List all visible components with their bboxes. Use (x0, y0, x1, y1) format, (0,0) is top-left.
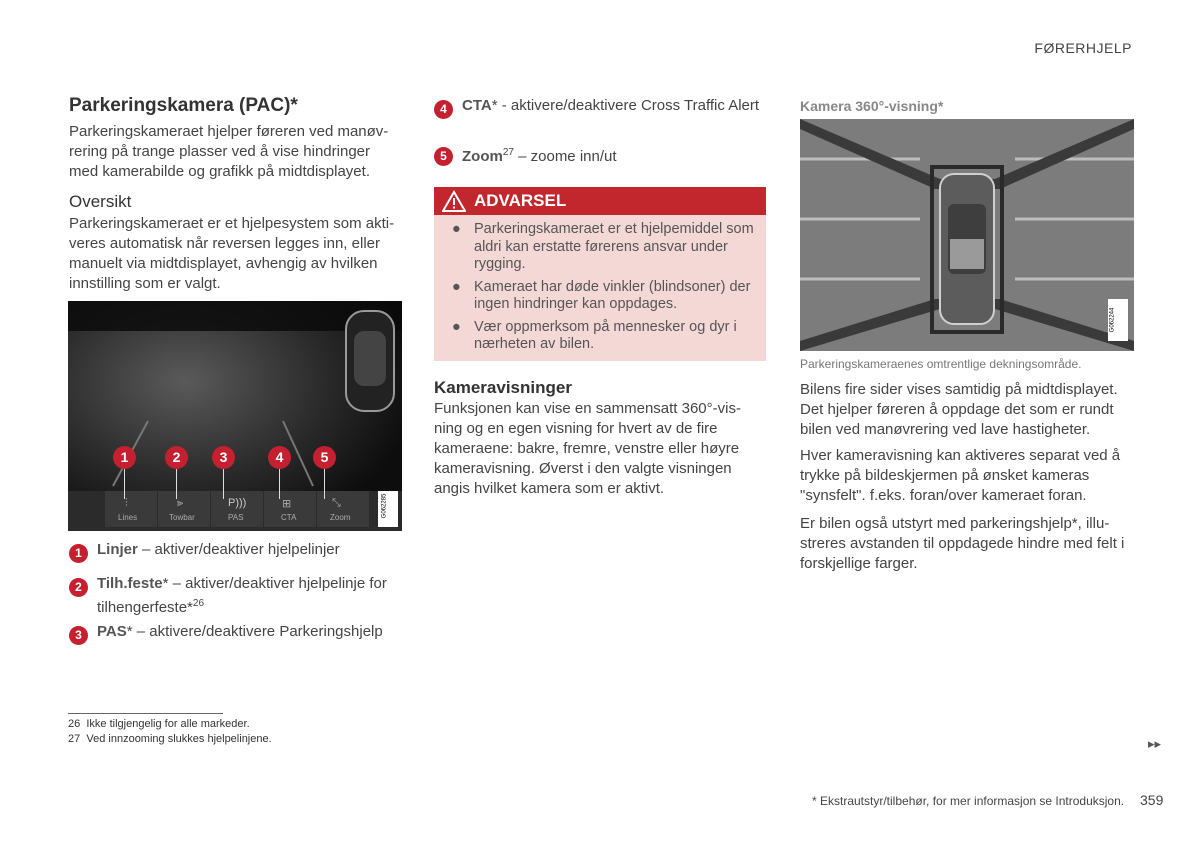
warning-item: ● Kameraet har døde vinkler (blindsoner) der ingen hindringer kan oppdages. (452, 278, 751, 312)
overview-paragraph: Parkeringskameraet er et hjelpesystem som aktiveres automatisk når reversen legges inn, eller manuelt via midtdisplayet, avhengig av hvilken innstilling som er valgt. (69, 215, 395, 292)
callout-badge-2: 2 (165, 446, 188, 469)
warning-header (434, 187, 766, 215)
section-header: FØRERHJELP (1034, 40, 1132, 56)
legend-badge: 4 (434, 100, 453, 119)
camera-360-paragraph-3: Er bilen også utstyrt med parkeringshjelp*, illustreres avstanden til oppdagede hindre med felt i forskjellige farger. (800, 515, 1125, 572)
warning-box (434, 187, 766, 361)
image-caption: Parkeringskameraenes omtrentlige dekningsområde. (800, 357, 1082, 371)
toolbar-label-zoom: Zoom (330, 513, 351, 522)
intro-paragraph: Parkeringskameraet hjelper føreren ved manøvrering på trange plasser ved å vise hindringer med kamerabilde og grafikk på midtdisplayet. (69, 123, 389, 180)
legend-desc: - aktivere/deaktivere Cross Traffic Alert (497, 97, 760, 114)
image-code: G062285 (381, 493, 388, 519)
image-code: G062244 (1109, 307, 1116, 333)
camera-360-paragraph-2: Hver kameravisning kan aktiveres separat ved å trykke på bildeskjermen på ønsket kameras "synsfelt". f.eks. foran/over kameraet foran. (800, 447, 1121, 504)
views-heading: Kameravisninger (434, 378, 572, 397)
camera-360-heading: Kamera 360°-visning* (800, 98, 944, 114)
warning-title: ADVARSEL (474, 191, 567, 210)
callout-badge-4: 4 (268, 446, 291, 469)
toolbar-label-lines: Lines (118, 513, 138, 522)
legend-desc: – aktiver/deaktiver hjelpelinje for tilhengerfeste* (97, 575, 387, 616)
legend-desc: – zoome inn/ut (513, 148, 617, 165)
camera-360-image (800, 119, 1134, 351)
callout-badge-3: 3 (212, 446, 235, 469)
footnote-ref: 26 (192, 598, 205, 609)
continue-arrow-icon: ▸▸ (1148, 736, 1162, 751)
warning-list (434, 215, 766, 354)
legend-item-4 (434, 96, 764, 116)
legend-star: * (162, 575, 169, 592)
callout-badge-1: 1 (113, 446, 136, 469)
camera-360-paragraph-1: Bilens fire sider vises samtidig på midtdisplayet. Det hjelper føreren å oppdage det som er rundt bilen ved manøvrering ved lave hastigheter. (800, 381, 1118, 438)
legend-star: * (491, 97, 498, 114)
rear-camera-image (68, 301, 402, 531)
towbar-icon: ⫸ (177, 497, 184, 509)
footnote-26: 26 Ikke tilgjengelig for alle markeder. (68, 718, 250, 730)
callout-badge-5: 5 (313, 446, 336, 469)
legend-star: * (126, 623, 133, 640)
legend-item-5 (434, 143, 764, 167)
footer-note: * Ekstrautstyr/tilbehør, for mer informasjon se Introduksjon. (812, 794, 1125, 808)
legend-badge: 1 (69, 544, 88, 563)
page-number: 359 (1140, 792, 1164, 808)
lines-icon: ⫶ (125, 497, 128, 509)
legend-item-1 (69, 540, 399, 560)
legend-term: Tilh.feste (97, 575, 163, 592)
legend-term: Linjer (97, 541, 138, 558)
legend-term: Zoom (462, 148, 503, 165)
footnote-27: 27 Ved innzooming slukkes hjelpelinjene. (68, 733, 272, 745)
legend-term: PAS (97, 623, 127, 640)
footnote-divider (68, 713, 223, 714)
legend-badge: 3 (69, 626, 88, 645)
warning-item: ● Parkeringskameraet er et hjelpemiddel som aldri kan erstatte førerens ansvar under rygging. (452, 221, 754, 272)
pas-icon: P))) (228, 497, 247, 509)
toolbar-label-pas: PAS (228, 513, 244, 522)
warning-triangle-icon (442, 190, 466, 212)
footnote-ref: 27 (502, 147, 514, 158)
legend-item-2 (69, 574, 399, 618)
overview-heading: Oversikt (69, 192, 132, 211)
legend-term: CTA (462, 97, 492, 114)
legend-badge: 2 (69, 578, 88, 597)
toolbar-label-cta: CTA (281, 513, 297, 522)
coverage-diagram (800, 119, 1134, 351)
cta-icon: ⊞ (282, 498, 292, 510)
zoom-icon: ⤡ (332, 497, 341, 509)
legend-desc: – aktiver/deaktiver hjelpelinjer (137, 541, 340, 558)
legend-desc: – aktivere/deaktivere Parkeringshjelp (132, 623, 383, 640)
views-paragraph: Funksjonen kan vise en sammensatt 360°-visning og en egen visning for hvert av de fire kameraene: bakre, fremre, venstre eller høyre kameravisning. Øverst i den valgte visningen angis hvilket kamera som er aktivt. (434, 400, 741, 497)
warning-item: ● Vær oppmerksom på mennesker og dyr i nærheten av bilen. (452, 318, 737, 352)
legend-badge: 5 (434, 147, 453, 166)
page-title: Parkeringskamera (PAC)* (69, 95, 298, 116)
legend-item-3 (69, 622, 399, 642)
toolbar-label-towbar: Towbar (169, 513, 195, 522)
